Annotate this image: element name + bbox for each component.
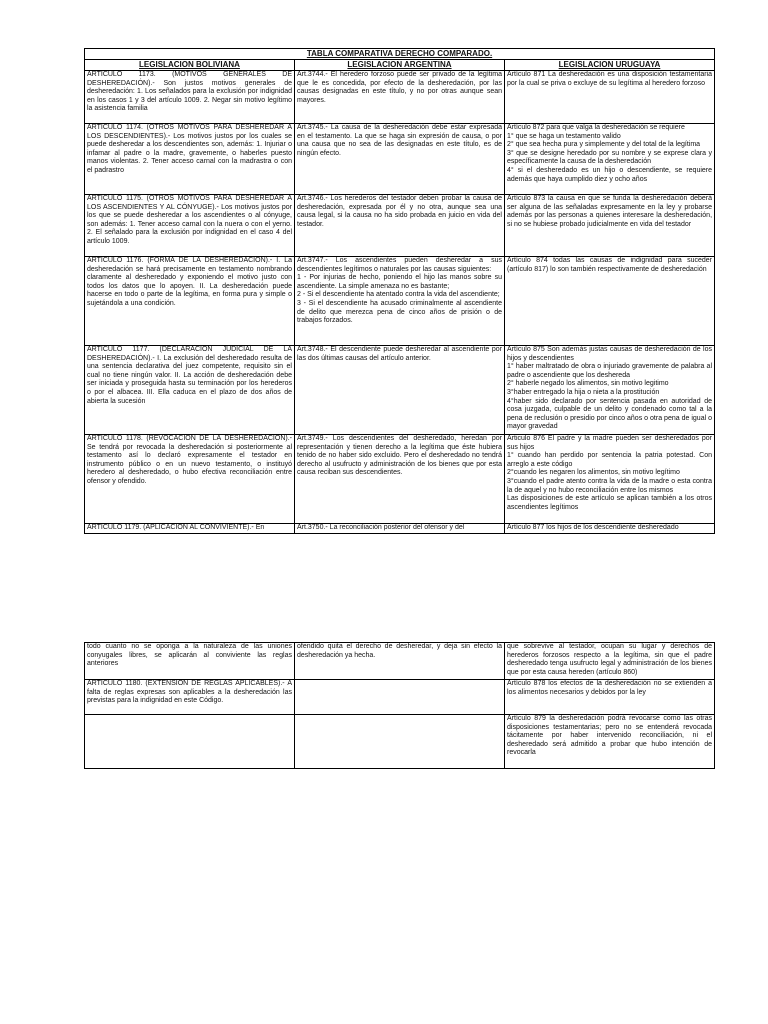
cell-uruguay-art-875: Artículo 875 Son además justas causas de desheredación de los hijos y descendientes 1° haber maltratado de obra o injuriado gravemente de palabra al padre o ascendiente que los deshereda 2° haberle negado los alimentos, sin motivo legitimo 3°haber entregado la hija o nieta a la prostitución 4°haber sido declarado por sentencia pasada en autoridad de cosa juzgada, culpable de un delito y condenado como tal a la pena de reclusión o presidio por cinco años o otra pena de igual o mayor gravedad xyxy=(505,346,715,435)
cell-argentina-art-3748: Art.3748.- El descendiente puede desheredar al ascendiente por las dos últimas causas del artículo anterior. xyxy=(295,346,505,435)
cell-argentina-art-3744: Art.3744.- El heredero forzoso puede ser privado de la legítima que le es concedida, por efecto de la desheredación, por las causas designadas en este título, y no por otras aunque sean mayores. xyxy=(295,71,505,124)
cell-uruguay-art-877: Artículo 877 los hijos de los descendiente desheredado xyxy=(505,524,715,534)
cell-argentina-art-3750-cont: ofendido quita el derecho de desheredar, y deja sin efecto la desheredación ya hecha. xyxy=(295,643,505,680)
table-title: TABLA COMPARATIVA DERECHO COMPARADO. xyxy=(85,49,715,60)
column-header-uruguay: LEGISLACION URUGUAYA xyxy=(505,60,715,71)
cell-uruguay-art-871: Artículo 871 La desheredación es una disposición testamentaria por la cual se priva o excluye de su legítima al heredero forzoso xyxy=(505,71,715,124)
table-row xyxy=(85,257,715,346)
cell-bolivia-art-1176: ARTÍCULO 1176. (FORMA DE LA DESHEREDACIÓN).- I. La desheredación se hará precisamente en testamento nombrando claramente al desheredado y exponiendo el motivo justo con todos los datos que lo apoyen. II. La desheredación puede hacerse en todo o parte de la legítima, en forma pura y simple o sujetándola a una condición. xyxy=(85,257,295,346)
cell-uruguay-art-878: Artículo 878 los efectos de la desheredación no se extienden a los alimentos necesarios y debidos por la ley xyxy=(505,680,715,715)
comparison-table-page-2 xyxy=(84,642,715,769)
table-row xyxy=(85,346,715,435)
cell-bolivia-art-1173: ARTÍCULO 1173. (MOTIVOS GENERALES DE DESHEREDACIÓN).- Son justos motivos generales de desheredación: 1. Los señalados para la exclusión por indignidad en los casos 1 y 3 del artículo 1009. 2. Negar sin motivo legítimo la asistencia familia xyxy=(85,71,295,124)
cell-uruguay-art-874: Artículo 874 todas las causas de indignidad para suceder (artículo 817) lo son también respectivamente de desheredación xyxy=(505,257,715,346)
cell-argentina-art-3745: Art.3745.- La causa de la desheredación debe estar expresada en el testamento. La que se haga sin expresión de causa, o por una causa que no sea de las designadas en este título, es de ningún efecto. xyxy=(295,124,505,195)
comparison-table-page-1 xyxy=(84,48,715,534)
column-header-argentina: LEGISLACION ARGENTINA xyxy=(295,60,505,71)
cell-bolivia-art-1177: ARTÍCULO 1177. (DECLARACIÓN JUDICIAL DE LA DESHEREDACIÓN).- I. La exclusión del desheredado resulta de una sentencia declarativa del juez competente, requisito sin el cual no tiene ningún valor. II. La acción de desheredación debe ser iniciada y proseguida hasta su terminación por los herederos o por el albacea. III. Ella caduca en el plazo de dos años de abierta la sucesión xyxy=(85,346,295,435)
table-row xyxy=(85,435,715,524)
cell-bolivia-art-1179: ARTÍCULO 1179. (APLICACIÓN AL CONVIVIENTE).- En xyxy=(85,524,295,534)
cell-uruguay-art-872: Artículo 872 para que valga la desheredación se requiere 1° que se haga un testamento valido 2° que sea hecha pura y simplemente y del total de la legítima 3° que se designe heredado por su nombre y se exprese clara y específicamente la causa de la desheredación 4° si el desheredado es un hijo o descendiente, se requiere además que haya cumplido diez y ocho años xyxy=(505,124,715,195)
table-row xyxy=(85,524,715,534)
cell-argentina-art-3750: Art.3750.- La reconciliación posterior del ofensor y del xyxy=(295,524,505,534)
cell-uruguay-art-879: Artículo 879 la desheredación podrá revocarse como las otras disposiciones testamentarias; pero no se entenderá revocada tácitamente por haber intervenido reconciliación, ni el desheredado será admitido a probar que hubo intención de revocarla xyxy=(505,715,715,769)
cell-uruguay-art-876: Articulo 876 El padre y la madre pueden ser desheredados por sus hijos 1° cuando han perdido por sentencia la patria potestad. Con arreglo a este código 2°cuando les negaren los alimentos, sin motivo legítimo 3°cuando el padre atento contra la vida de la madre o esta contra la de aquel y no hubo reconciliación entre los mismos Las disposiciones de este artículo se aplican también a los otros ascendientes legítimos xyxy=(505,435,715,524)
table-row xyxy=(85,643,715,680)
cell-uruguay-art-877-cont: que sobrevive al testador, ocupan su lugar y derechos de herederos forzosos respecto a la legítima, sin que el padre desheredado tenga usufructo legal y administración de los bienes que por esta causa hereden (artículo 860) xyxy=(505,643,715,680)
cell-bolivia-art-1179-cont: todo cuanto no se oponga a la naturaleza de las uniones conyugales libres, se aplicarán al conviviente las reglas anteriores xyxy=(85,643,295,680)
cell-argentina-art-3747: Art.3747.- Los ascendientes pueden desheredar a sus descendientes legítimos o naturales por las causas siguientes: 1 - Por injurias de hecho, poniendo el hijo las manos sobre su ascendiente. La simple amenaza no es bastante; 2 - Si el descendiente ha atentado contra la vida del ascendiente; 3 - Si el descendiente ha acusado criminalmente al ascendiente de delito que merezca pena de cinco años de prisión o de trabajos forzados. xyxy=(295,257,505,346)
table-row xyxy=(85,680,715,715)
cell-argentina-art-3749: Art.3749.- Los descendientes del desheredado, heredan por representación y tienen derecho a la legítima que éste hubiera tenido de no haber sido excluido. Pero el desheredado no tendrá derecho al usufructo y administración de los bienes que por esta causa reciban sus descendientes. xyxy=(295,435,505,524)
table-row xyxy=(85,71,715,124)
cell-bolivia-art-1175: ARTÍCULO 1175. (OTROS MOTIVOS PARA DESHEREDAR A LOS ASCENDIENTES Y AL CÓNYUGE).- Los motivos justos por los que se puede desheredar a los ascendientes o al cónyuge, son además: 1. Tener acceso carnal con la nuera o con el yerno. 2. El señalado para la exclusión por indignidad en el caso 4 del artículo 1009. xyxy=(85,195,295,257)
cell-bolivia-art-1174: ARTÍCULO 1174. (OTROS MOTIVOS PARA DESHEREDAR A LOS DESCENDIENTES).- Los motivos justos por los cuales se puede desheredar a los descendientes son, además: 1. Injuriar o infamar al padre o la madre, gravemente, o haberles puesto manos violentas. 2. Tener acceso carnal con la madrastra o con el padrastro xyxy=(85,124,295,195)
cell-uruguay-art-873: Artículo 873 la causa en que se funda la desheredación deberá ser alguna de las señaladas expresamente en la ley y probarse además por las personas a quienes interesare la desheredación, si no se hubiese probado judicialmente en vida del testador xyxy=(505,195,715,257)
cell-argentina-empty xyxy=(295,680,505,715)
column-header-bolivia: LEGISLACION BOLIVIANA xyxy=(85,60,295,71)
cell-bolivia-art-1180: ARTÍCULO 1180. (EXTENSIÓN DE REGLAS APLICABLES).- A falta de reglas expresas son aplicables a la desheredación las previstas para la indignidad en este Código. xyxy=(85,680,295,715)
table-row xyxy=(85,195,715,257)
cell-bolivia-art-1178: ARTÍCULO 1178. (REVOCACIÓN DE LA DESHEREDACIÓN).- Se tendrá por revocada la desheredación si posteriormente al testamento así lo declaró expresamente el testador en instrumento público o en un nuevo testamento, o instituyó heredero al desheredado, o hubo efectiva reconciliación entre ofensor y ofendido. xyxy=(85,435,295,524)
cell-argentina-art-3746: Art.3746.- Los herederos del testador deben probar la causa de desheredación, expresada por él y no otra, aunque sea una causa legal, si la causa no ha sido probada en juicio en vida del testador. xyxy=(295,195,505,257)
cell-argentina-empty xyxy=(295,715,505,769)
cell-bolivia-empty xyxy=(85,715,295,769)
table-row xyxy=(85,715,715,769)
table-row xyxy=(85,124,715,195)
